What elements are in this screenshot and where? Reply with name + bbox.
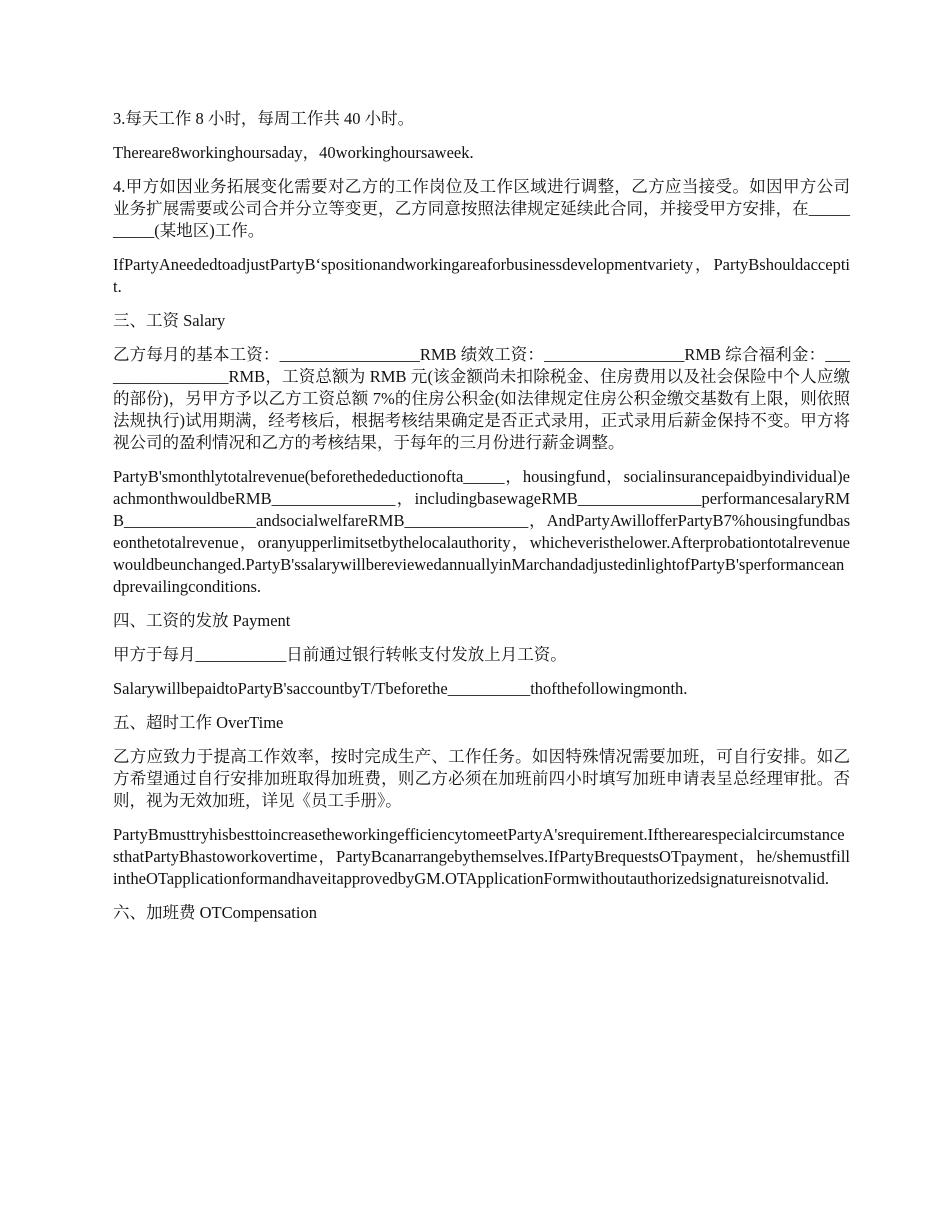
paragraph-overtime-cn: 乙方应致力于提高工作效率，按时完成生产、工作任务。如因特殊情况需要加班，可自行安排。如乙方希望通过自行安排加班取得加班费，则乙方必须在加班前四小时填写加班申请表呈总经理审批。否则，视为无效加班，详见《员工手册》。 (113, 747, 850, 810)
paragraph-working-hours-en: Thereare8workinghoursaday，40workinghoursaweek. (113, 143, 474, 162)
section-heading-overtime: 五、超时工作 OverTime (113, 713, 284, 732)
paragraph-overtime-en: PartyBmusttryhisbesttoincreasetheworkingefficiencytomeetPartyA'srequirement.IftherearespecialcircumstancesthatPartyBhastoworkovertime，PartyBcanarrangebythemselves.IfPartyBrequestsOTpayment，he/shemustfillintheOTapplicationformandhaveitapprovedbyGM.OTApplicationFormwithoutauthorizedsignatureisnotvalid. (113, 825, 850, 888)
paragraph-payment-cn: 甲方于每月___________日前通过银行转帐支付发放上月工资。 (113, 645, 567, 664)
paragraph-salary-en: PartyB'smonthlytotalrevenue(beforethedeductionofta_____，housingfund，socialinsurancepaidbyindividual)eachmonthwouldbeRMB_______________，includingbasewageRMB_______________performancesalaryRMB________________andsocialwelfareRMB_______________，AndPartyAwillofferPartyB7%housingfundbaseonthetotalrevenue，oranyupperlimitsetbythelocalauthority，whicheveristhelower.Afterprobationtotalrevenuewouldbeunchanged.PartyB'ssalarywillbereviewedannuallyinMarchandadjustedinlightofPartyB'sperformanceandprevailingconditions. (113, 467, 850, 596)
paragraph-position-adjust-en: IfPartyAneededtoadjustPartyB‘spositionandworkingareaforbusinessdevelopmentvariety，PartyBshouldacceptit. (113, 255, 850, 296)
document-page (113, 108, 850, 936)
paragraph-working-hours-cn: 3.每天工作 8 小时，每周工作共 40 小时。 (113, 109, 415, 128)
section-heading-payment: 四、工资的发放 Payment (113, 611, 291, 630)
section-heading-salary: 三、工资 Salary (113, 311, 226, 330)
paragraph-salary-cn: 乙方每月的基本工资：_________________RMB 绩效工资：_________________RMB 综合福利金：_________________RMB，工资总额为 RMB 元(该金额尚未扣除税金、住房费用以及社会保险中个人应缴的部份)，另甲方予以乙方工资总额 7%的住房公积金(如法律规定住房公积金缴交基数有上限，则依照法规执行)试用期满，经考核后，根据考核结果确定是否正式录用，正式录用后薪金保持不变。甲方将视公司的盈利情况和乙方的考核结果，于每年的三月份进行薪金调整。 (113, 345, 850, 452)
paragraph-position-adjust-cn: 4.甲方如因业务拓展变化需要对乙方的工作岗位及工作区域进行调整，乙方应当接受。如因甲方公司业务扩展需要或公司合并分立等变更，乙方同意按照法律规定延续此合同，并接受甲方安排，在__________(某地区)工作。 (113, 177, 850, 240)
section-heading-ot-compensation: 六、加班费 OTCompensation (113, 903, 317, 922)
paragraph-payment-en: SalarywillbepaidtoPartyB'saccountbyT/Tbeforethe__________thofthefollowingmonth. (113, 679, 688, 698)
